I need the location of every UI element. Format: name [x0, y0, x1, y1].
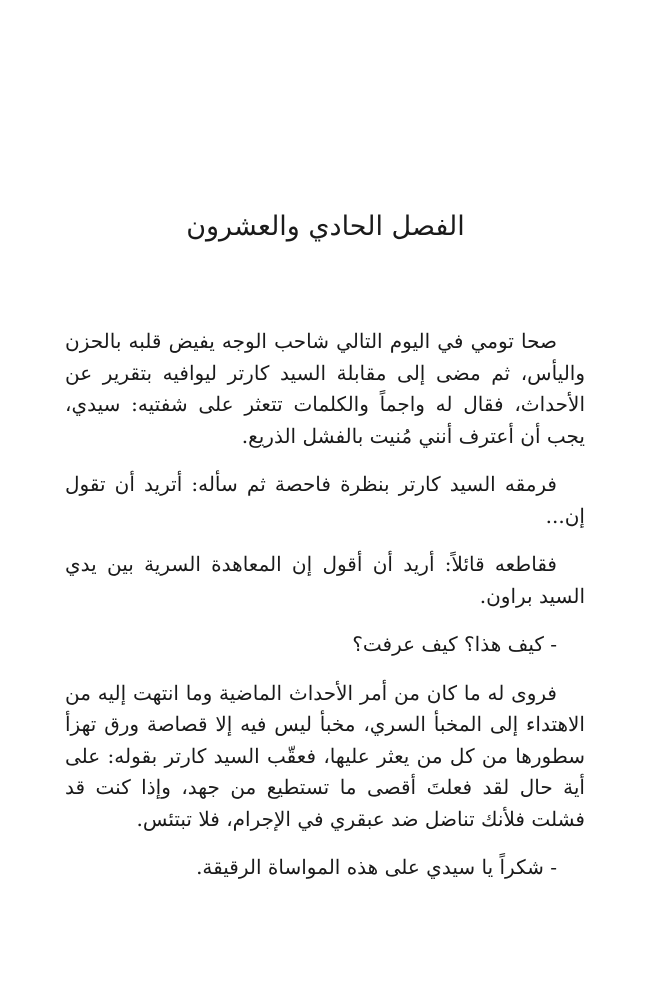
- paragraph: فرمقه السيد كارتر بنظرة فاحصة ثم سأله: أتريد أن تقول إن...: [65, 472, 585, 528]
- dialogue-line: - شكراً يا سيدي على هذه المواساة الرقيقة.: [196, 855, 557, 879]
- dialogue-line: - كيف هذا؟ كيف عرفت؟: [352, 632, 557, 656]
- paragraph: فقاطعه قائلاً: أريد أن أقول إن المعاهدة السرية بين يدي السيد براون.: [65, 552, 585, 608]
- paragraph: صحا تومي في اليوم التالي شاحب الوجه يفيض قلبه بالحزن واليأس، ثم مضى إلى مقابلة السيد كارتر ليوافيه بتقرير عن الأحداث، فقال له واجماً والكلمات تتعثر على شفتيه: سيدي، يجب أن أعترف أنني مُنيت بالفشل الذريع.: [65, 329, 585, 448]
- paragraph: فروى له ما كان من أمر الأحداث الماضية وما انتهت إليه من الاهتداء إلى المخبأ السري، مخبأ ليس فيه إلا قصاصة ورق تهزأ سطورها من كل من يعثر عليها، فعقّب السيد كارتر بقوله: على أية حال لقد فعلتَ أقصى ما تستطيع من جهد، وإذا كنت قد فشلت فلأنك تناضل ضد عبقري في الإجرام، فلا تبتئس.: [65, 680, 585, 831]
- chapter-title: الفصل الحادي والعشرون: [186, 211, 465, 242]
- chapter-body: [65, 326, 585, 884]
